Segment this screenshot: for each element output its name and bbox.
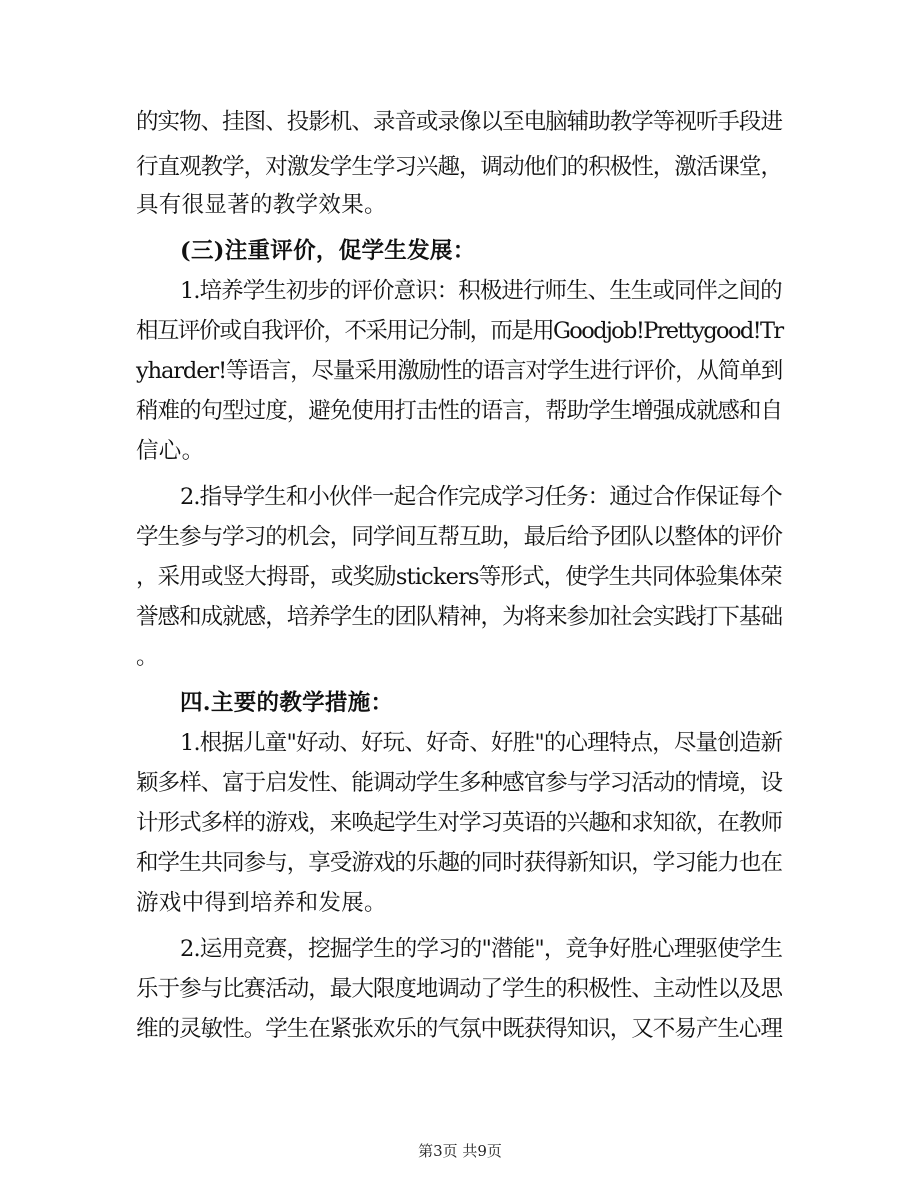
paragraph-line: 。 [136,644,159,670]
paragraph-line: yharder!等语言，尽量采用激励性的语言对学生进行评价，从简单到 [136,358,783,384]
paragraph-line: 计形式多样的游戏，来唤起学生对学习英语的兴趣和求知欲，在教师 [136,810,783,836]
paragraph-line: 相互评价或自我评价，不采用记分制，而是用Goodjob!Prettygood!Tr [136,318,783,344]
paragraph-line: 乐于参与比赛活动，最大限度地调动了学生的积极性、主动性以及思 [136,976,783,1002]
paragraph-line: 行直观教学，对激发学生学习兴趣，调动他们的积极性，激活课堂， [136,154,783,180]
paragraph-line: ，采用或竖大拇哥，或奖励stickers等形式，使学生共同体验集体荣 [136,564,782,590]
paragraph-line: 2.指导学生和小伙伴一起合作完成学习任务：通过合作保证每个 [180,484,782,510]
page-number-footer: 第3页 共9页 [418,1142,502,1160]
paragraph-line: 学生参与学习的机会，同学间互帮互助，最后给予团队以整体的评价 [136,524,783,550]
section-heading: (三)注重评价，促学生发展： [180,238,476,264]
paragraph-line: 维的灵敏性。学生在紧张欢乐的气氛中既获得知识，又不易产生心理 [136,1016,783,1042]
paragraph-line: 的实物、挂图、投影机、录音或录像以至电脑辅助教学等视听手段进 [136,109,783,135]
paragraph-line: 具有很显著的教学效果。 [136,192,387,218]
paragraph-line: 誉感和成就感，培养学生的团队精神，为将来参加社会实践打下基础 [136,604,783,630]
paragraph-line: 2.运用竞赛，挖掘学生的学习的"潜能"，竞争好胜心理驱使学生 [180,936,783,962]
paragraph-line: 游戏中得到培养和发展。 [136,890,387,916]
paragraph-line: 和学生共同参与，享受游戏的乐趣的同时获得新知识，学习能力也在 [136,850,783,876]
paragraph-line: 1.根据儿童"好动、好玩、好奇、好胜"的心理特点，尽量创造新 [180,730,783,756]
section-heading: 四.主要的教学措施： [180,690,394,716]
paragraph-line: 稍难的句型过度，避免使用打击性的语言，帮助学生增强成就感和自 [136,398,783,424]
paragraph-line: 信心。 [136,438,205,464]
paragraph-line: 1.培养学生初步的评价意识：积极进行师生、生生或同伴之间的 [180,278,782,304]
paragraph-line: 颖多样、富于启发性、能调动学生多种感官参与学习活动的情境，设 [136,770,783,796]
